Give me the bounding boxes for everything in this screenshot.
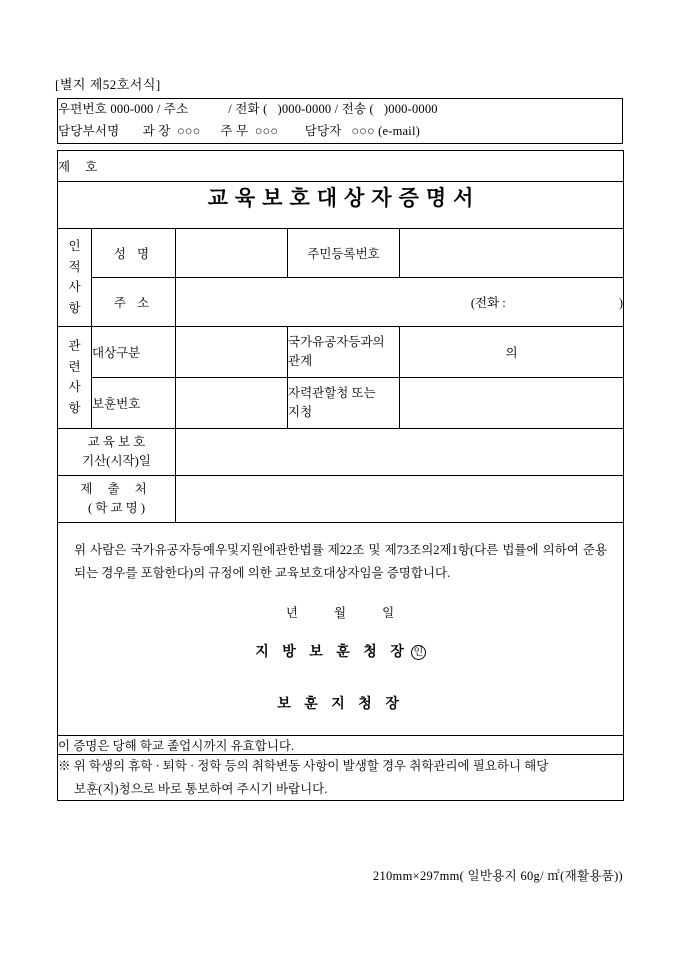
date-day-label: 일 <box>382 606 396 620</box>
date-month-label: 월 <box>333 606 348 620</box>
table-row <box>58 755 624 801</box>
document-number-field <box>58 150 624 181</box>
vlabel-char: 항 <box>68 400 81 415</box>
vlabel-char: 관 <box>68 339 81 353</box>
address-value[interactable] <box>176 277 624 326</box>
edu-protection-label-line1: 교 육 보 호 <box>87 435 146 449</box>
table-row <box>58 228 624 277</box>
office-header-cell <box>58 99 623 144</box>
office-contact-line-2: 담당부서명 과 장 ○○○ 주 무 ○○○ 담당자 ○○○ (e-mail) <box>58 123 420 138</box>
name-label: 성 명 <box>92 228 176 277</box>
table-row <box>58 150 624 181</box>
submit-to-label <box>58 475 176 522</box>
related-section-vertical-label <box>58 326 92 428</box>
table-row <box>58 277 624 326</box>
table-row <box>58 326 624 377</box>
submit-to-value[interactable] <box>176 475 624 522</box>
relation-label-line1: 국가유공자등과의 <box>288 335 385 349</box>
vlabel-char: 사 <box>68 280 81 295</box>
paper-specification: 210mm×297mm( 일반용지 60g/ ㎡(재활용품)) <box>372 869 623 883</box>
table-row <box>58 522 624 735</box>
edu-protection-start-label <box>58 428 176 475</box>
personal-section-vertical-label <box>58 228 92 326</box>
table-row <box>58 181 624 228</box>
edu-protection-start-value[interactable] <box>176 428 624 475</box>
submit-to-label-line1: 제 출 처 <box>80 482 153 496</box>
target-type-label: 대상구분 <box>92 326 176 377</box>
jurisdiction-label-line2: 지청 <box>288 404 313 419</box>
signature-text-1: 지 방 보 훈 청 장 <box>255 645 409 660</box>
signature-line-regional-office <box>58 623 623 667</box>
certificate-document <box>57 98 623 801</box>
jurisdiction-value[interactable] <box>400 377 624 428</box>
office-header-table <box>57 98 623 144</box>
phone-close-paren: ) <box>618 295 624 310</box>
veteran-number-value[interactable] <box>176 377 288 428</box>
vlabel-char: 항 <box>68 300 81 315</box>
vlabel-char: 사 <box>68 380 81 395</box>
seal-icon: 인 <box>411 645 426 660</box>
address-label: 주 소 <box>92 277 176 326</box>
resident-id-value[interactable] <box>400 228 624 277</box>
reporting-note-line2: 보훈(지)청으로 바로 통보하여 주시기 바랍니다. <box>74 781 328 796</box>
table-row <box>58 736 624 755</box>
vlabel-char: 적 <box>68 259 81 274</box>
reporting-note <box>58 755 624 801</box>
relation-label-line2: 관계 <box>288 353 313 368</box>
veteran-number-label: 보훈번호 <box>92 377 176 428</box>
validity-note: 이 증명은 당해 학교 졸업시까지 유효합니다. <box>58 736 624 755</box>
jurisdiction-label <box>288 377 400 428</box>
table-row <box>58 428 624 475</box>
title-cell <box>58 181 624 228</box>
table-row <box>58 99 623 144</box>
target-type-value[interactable] <box>176 326 288 377</box>
certificate-main-table <box>57 150 624 801</box>
date-year-label: 년 <box>285 606 299 620</box>
vlabel-char: 련 <box>68 359 81 374</box>
submit-to-label-line2: ( 학 교 명 ) <box>87 500 146 515</box>
name-value[interactable] <box>176 228 288 277</box>
relation-label <box>288 326 400 377</box>
vlabel-char: 인 <box>68 239 81 253</box>
date-line <box>58 599 623 623</box>
resident-id-label: 주민등록번호 <box>288 228 400 277</box>
certification-statement-cell <box>58 522 624 735</box>
jurisdiction-label-line1: 자력관할청 또는 <box>288 386 376 400</box>
page-title: 교육보호대상자증명서 <box>207 185 481 210</box>
table-row <box>58 475 624 522</box>
table-row <box>58 377 624 428</box>
edu-protection-label-line2: 기산(시작)일 <box>82 453 151 468</box>
form-number-label: [별지 제52호서식] <box>55 77 161 92</box>
certification-statement: 위 사람은 국가유공자등예우및지원에관한법률 제22조 및 제73조의2제1항(다른 법률에 의하여 준용되는 경우를 포함한다)의 규정에 의한 교육보호대상자임을 증명합니다. <box>74 542 608 580</box>
relation-value[interactable]: 의 <box>400 326 624 377</box>
office-contact-line-1: 우편번호 000-000 / 주소 / 전화 ( )000-0000 / 전송 ( )000-0000 <box>58 102 438 116</box>
document-number-label: 제 호 <box>58 159 104 174</box>
reporting-note-line1: ※ 위 학생의 휴학 · 퇴학 · 정학 등의 취학변동 사항이 발생할 경우 취학관리에 필요하니 해당 <box>58 759 549 773</box>
phone-label: (전화 : <box>470 295 506 310</box>
signature-line-branch-office: 보 훈 지 청 장 <box>277 697 404 712</box>
